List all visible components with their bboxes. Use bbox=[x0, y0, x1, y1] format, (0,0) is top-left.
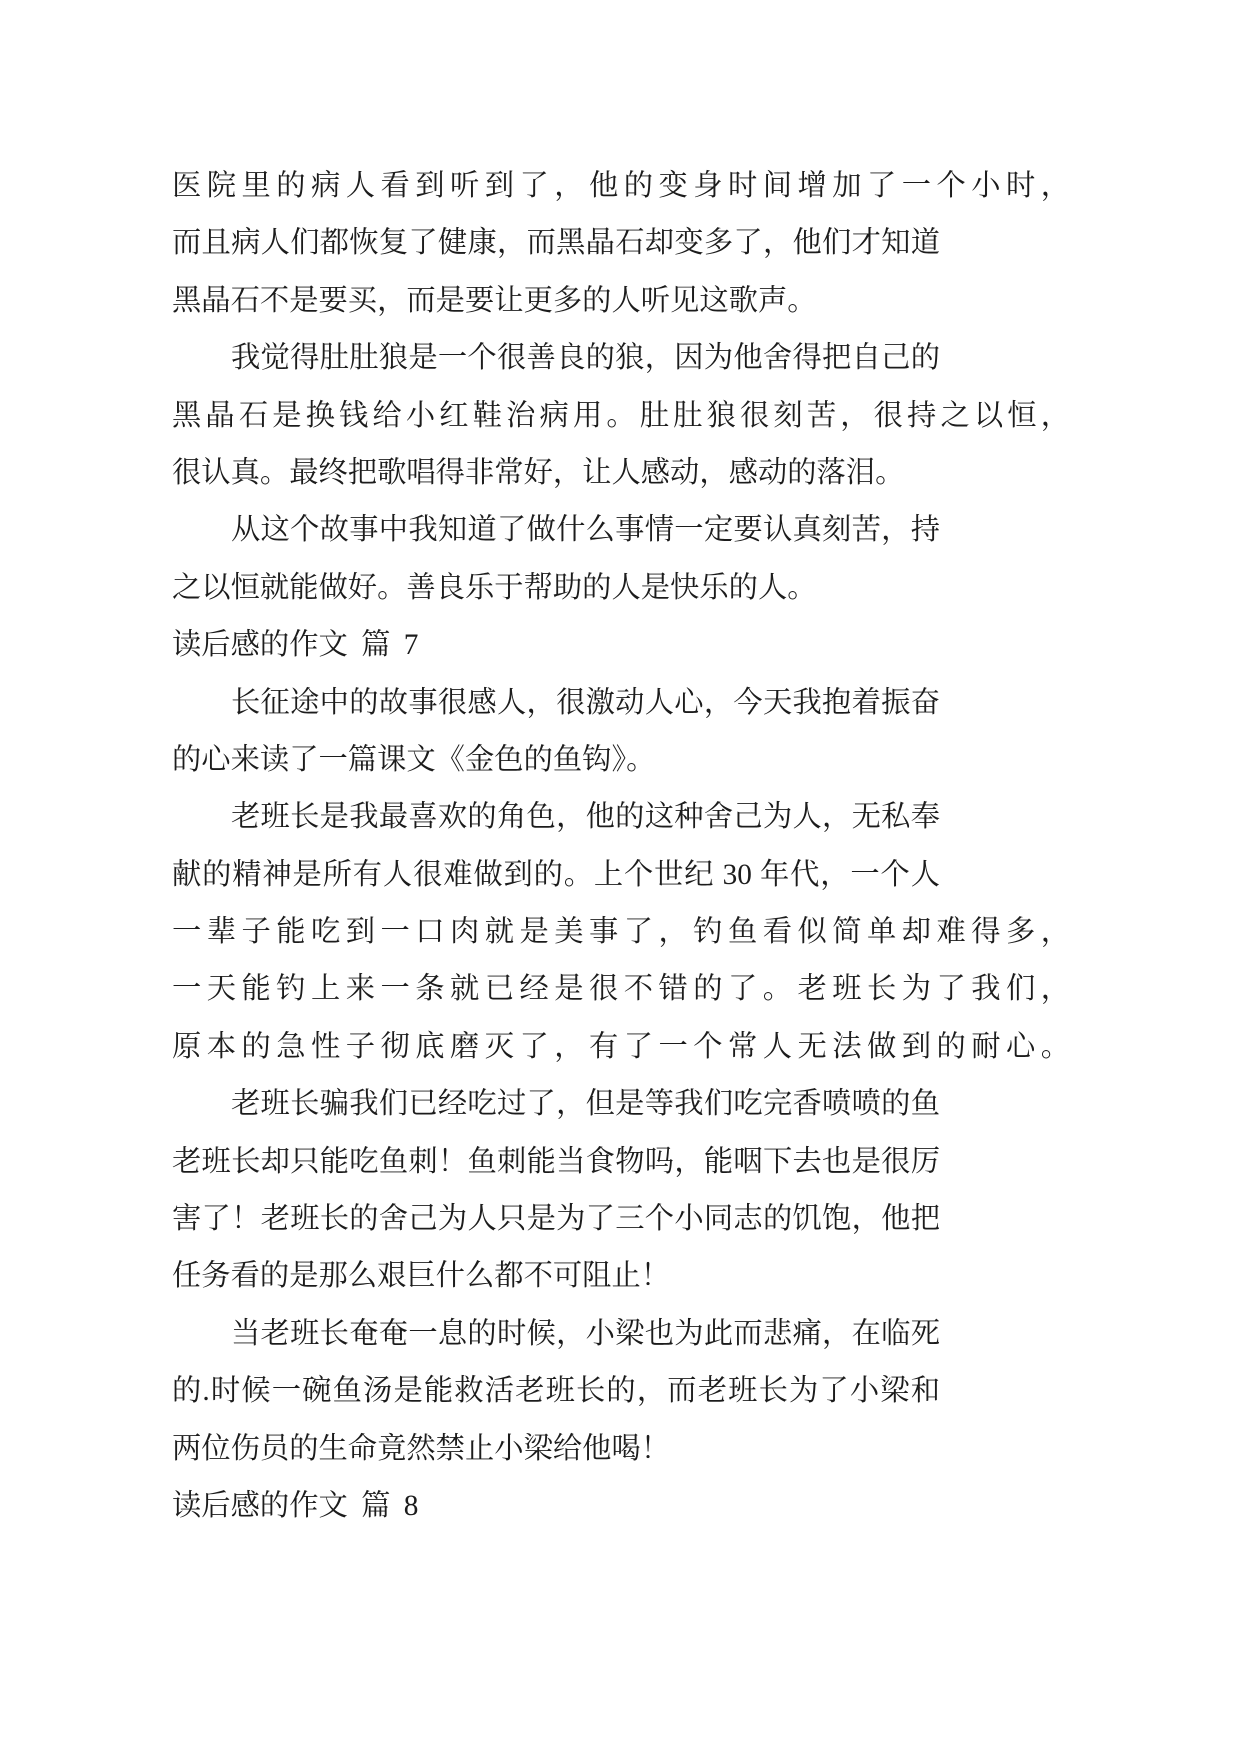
paragraph bbox=[172, 330, 1072, 502]
text-line: 的.时候一碗鱼汤是能救活老班长的，而老班长为了小梁和 bbox=[172, 1375, 940, 1408]
text-line: 当老班长奄奄一息的时候，小梁也为此而悲痛，在临死 bbox=[231, 1317, 940, 1350]
text-line: 一辈子能吃到一口肉就是美事了，钓鱼看似简单却难得多， bbox=[172, 916, 1070, 949]
text-line: 老班长是我最喜欢的角色，他的这种舍己为人，无私奉 bbox=[231, 801, 940, 834]
text-line: 之以恒就能做好。善良乐于帮助的人是快乐的人。 bbox=[172, 571, 817, 604]
section bbox=[172, 1478, 1072, 1535]
text-line: 医院里的病人看到听到了，他的变身时间增加了一个小时， bbox=[172, 170, 1070, 202]
section-heading: 读后感的作文 篇 7 bbox=[172, 629, 419, 662]
section-heading: 读后感的作文 篇 8 bbox=[172, 1489, 419, 1522]
document-body bbox=[172, 158, 1072, 1535]
paragraph bbox=[172, 789, 1072, 1076]
text-line: 而且病人们都恢复了健康，而黑晶石却变多了，他们才知道 bbox=[172, 227, 940, 260]
text-line: 任务看的是那么艰巨什么都不可阻止！ bbox=[172, 1260, 671, 1293]
paragraph bbox=[172, 502, 1072, 617]
text-line: 两位伤员的生命竟然禁止小梁给他喝！ bbox=[172, 1432, 671, 1465]
text-line: 黑晶石是换钱给小红鞋治病用。肚肚狼很刻苦，很持之以恒， bbox=[172, 399, 1070, 432]
text-line: 很认真。最终把歌唱得非常好，让人感动，感动的落泪。 bbox=[172, 456, 905, 489]
text-line: 黑晶石不是要买，而是要让更多的人听见这歌声。 bbox=[172, 284, 817, 317]
text-line: 害了！老班长的舍己为人只是为了三个小同志的饥饱，他把 bbox=[172, 1203, 940, 1236]
paragraph bbox=[172, 675, 1072, 790]
text-line: 从这个故事中我知道了做什么事情一定要认真刻苦，持 bbox=[231, 514, 940, 547]
paragraph bbox=[172, 158, 1072, 330]
text-line: 的心来读了一篇课文《金色的鱼钩》。 bbox=[172, 743, 656, 776]
text-line: 一天能钓上来一条就已经是很不错的了。老班长为了我们， bbox=[172, 973, 1070, 1006]
text-line: 长征途中的故事很感人，很激动人心，今天我抱着振奋 bbox=[231, 686, 940, 719]
paragraph bbox=[172, 1306, 1072, 1478]
text-line: 我觉得肚肚狼是一个很善良的狼，因为他舍得把自己的 bbox=[231, 342, 940, 375]
text-line: 老班长却只能吃鱼刺！鱼刺能当食物吗，能咽下去也是很厉 bbox=[172, 1145, 940, 1178]
paragraph bbox=[172, 1076, 1072, 1306]
section bbox=[172, 617, 1072, 1478]
text-line: 原本的急性子彻底磨灭了，有了一个常人无法做到的耐心。 bbox=[172, 1030, 1070, 1063]
text-line: 献的精神是所有人很难做到的。上个世纪 30 年代，一个人 bbox=[172, 858, 940, 891]
text-line: 老班长骗我们已经吃过了，但是等我们吃完香喷喷的鱼 bbox=[231, 1088, 940, 1121]
